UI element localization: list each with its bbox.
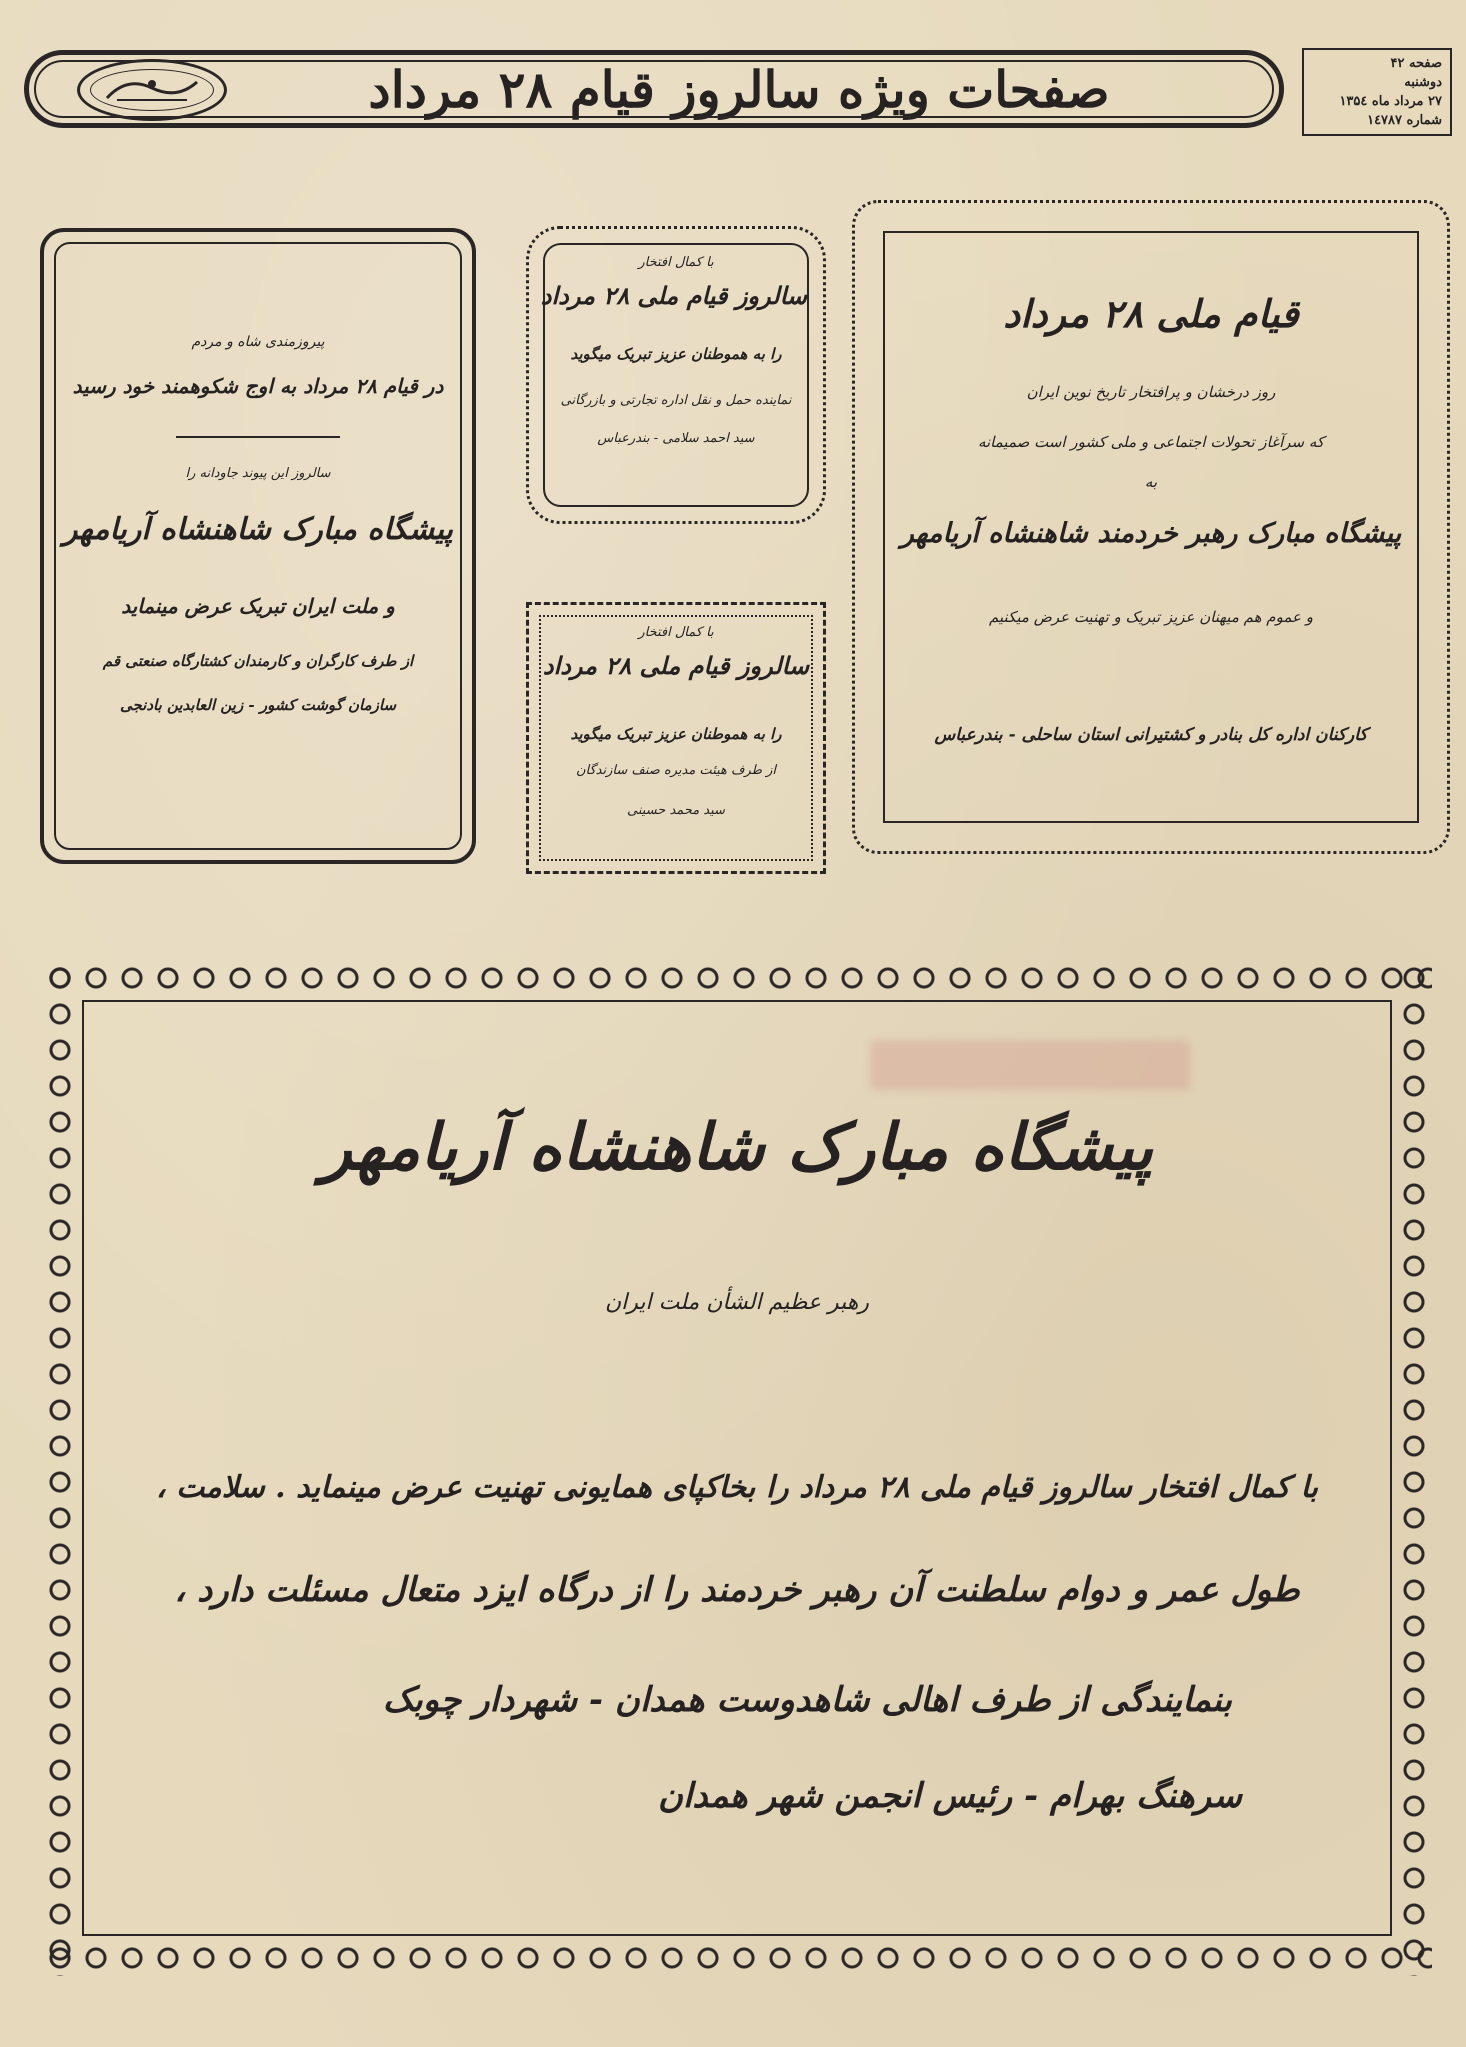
page-title: صفحات ویژه سالروز قیام ۲۸ مرداد [368,60,1110,119]
ad-center-top-title: سالروز قیام ملی ۲۸ مرداد [540,281,807,310]
ad-left-line: در قیام ۲۸ مرداد به اوج شکوهمند خود رسید [72,374,444,398]
ad-center-bottom-frame [539,615,813,861]
ad-center-bottom-pretitle: با کمال افتخار [638,625,714,640]
ad-center-top-line: را به هموطنان عزیز تبریک میگوید [570,345,782,363]
ad-bottom-line: با کمال افتخار سالروز قیام ملی ۲۸ مرداد را بخاکپای همایونی تهنیت عرض مینماید . سلامت ، [156,1470,1318,1505]
ad-center-top-frame [540,243,809,507]
inner-rule [82,1934,1392,1936]
ad-right-line: که سرآغاز تحولات اجتماعی و ملی کشور است صمیمانه [977,433,1325,451]
newspaper-emblem [77,59,227,121]
ad-bottom-signature: سرهنگ بهرام - رئیس انجمن شهر همدان [657,1776,1242,1816]
ornament-border-bottom [42,1940,1432,1976]
header-banner [24,50,1284,128]
ad-left-line: و ملت ایران تبریک عرض مینماید [121,594,395,618]
ad-center-bottom-line: سید محمد حسینی [627,803,725,818]
inner-rule [82,1000,1392,1002]
ad-left-line: پیروزمندی شاه و مردم [191,334,325,350]
ad-right-highlight: پیشگاه مبارک رهبر خردمند شاهنشاه آریامهر [900,518,1402,549]
ad-left-line: سازمان گوشت کشور - زین العابدین بادنجی [119,696,397,714]
ad-bottom-line: طول عمر و دوام سلطنت آن رهبر خردمند را از درگاه ایزد متعال مسئلت دارد ، [174,1570,1300,1610]
issue-info-box [1302,48,1452,136]
issue-date: ۲۷ مرداد ماه ۱۳۵٤ [1339,94,1442,109]
ad-center-top-line: سید احمد سلامی - بندرعباس [597,431,755,446]
ad-right-line: روز درخشان و پرافتخار تاریخ نوین ایران [1026,383,1276,401]
ad-left-line: از طرف کارگران و کارمندان کشتارگاه صنعتی قم [102,652,414,670]
ad-center-bottom-title: سالروز قیام ملی ۲۸ مرداد [542,651,810,680]
ad-right-line: و عموم هم میهنان عزیز تبریک و تهنیت عرض میکنیم [989,608,1313,626]
ad-bottom-line: بنمایندگی از طرف اهالی شاهدوست همدان - شهردار چوبک [382,1680,1232,1720]
ad-center-top-pretitle: با کمال افتخار [638,255,714,270]
ad-right-title: قیام ملی ۲۸ مرداد [1003,291,1299,336]
ad-right-signature: کارکنان اداره کل بنادر و کشتیرانی استان ساحلی - بندرعباس [934,725,1368,745]
issue-day: دوشنبه [1404,75,1442,90]
ad-center-top-line: نماینده حمل و نقل اداره تجارتی و بازرگانی [560,393,792,408]
ad-left-line: سالروز این پیوند جاودانه را [185,466,331,481]
ad-bottom-subtitle: رهبر عظیم الشأن ملت ایران [604,1290,870,1315]
ad-bottom-title: پیشگاه مبارک شاهنشاه آریامهر [320,1110,1154,1185]
ornament-border-top [42,960,1432,996]
divider [176,436,340,438]
page-number: صفحه ۴۲ [1390,56,1442,71]
ad-left-title: پیشگاه مبارک شاهنشاه آریامهر [62,512,454,547]
ad-right [852,200,1450,854]
ad-left-frame [54,242,462,850]
emblem-logo-icon [90,69,214,111]
issue-number: شماره ۱٤۷۸۷ [1367,113,1442,128]
ad-center-top [526,226,826,524]
ad-bottom [42,960,1432,1976]
ad-left [40,228,476,864]
ad-right-line: به [1144,473,1158,491]
ad-center-bottom-line: را به هموطنان عزیز تبریک میگوید [570,725,782,743]
ad-right-frame [883,231,1419,823]
ad-center-bottom [526,602,826,874]
ad-center-bottom-line: از طرف هیئت مدیره صنف سازندگان [575,763,777,778]
